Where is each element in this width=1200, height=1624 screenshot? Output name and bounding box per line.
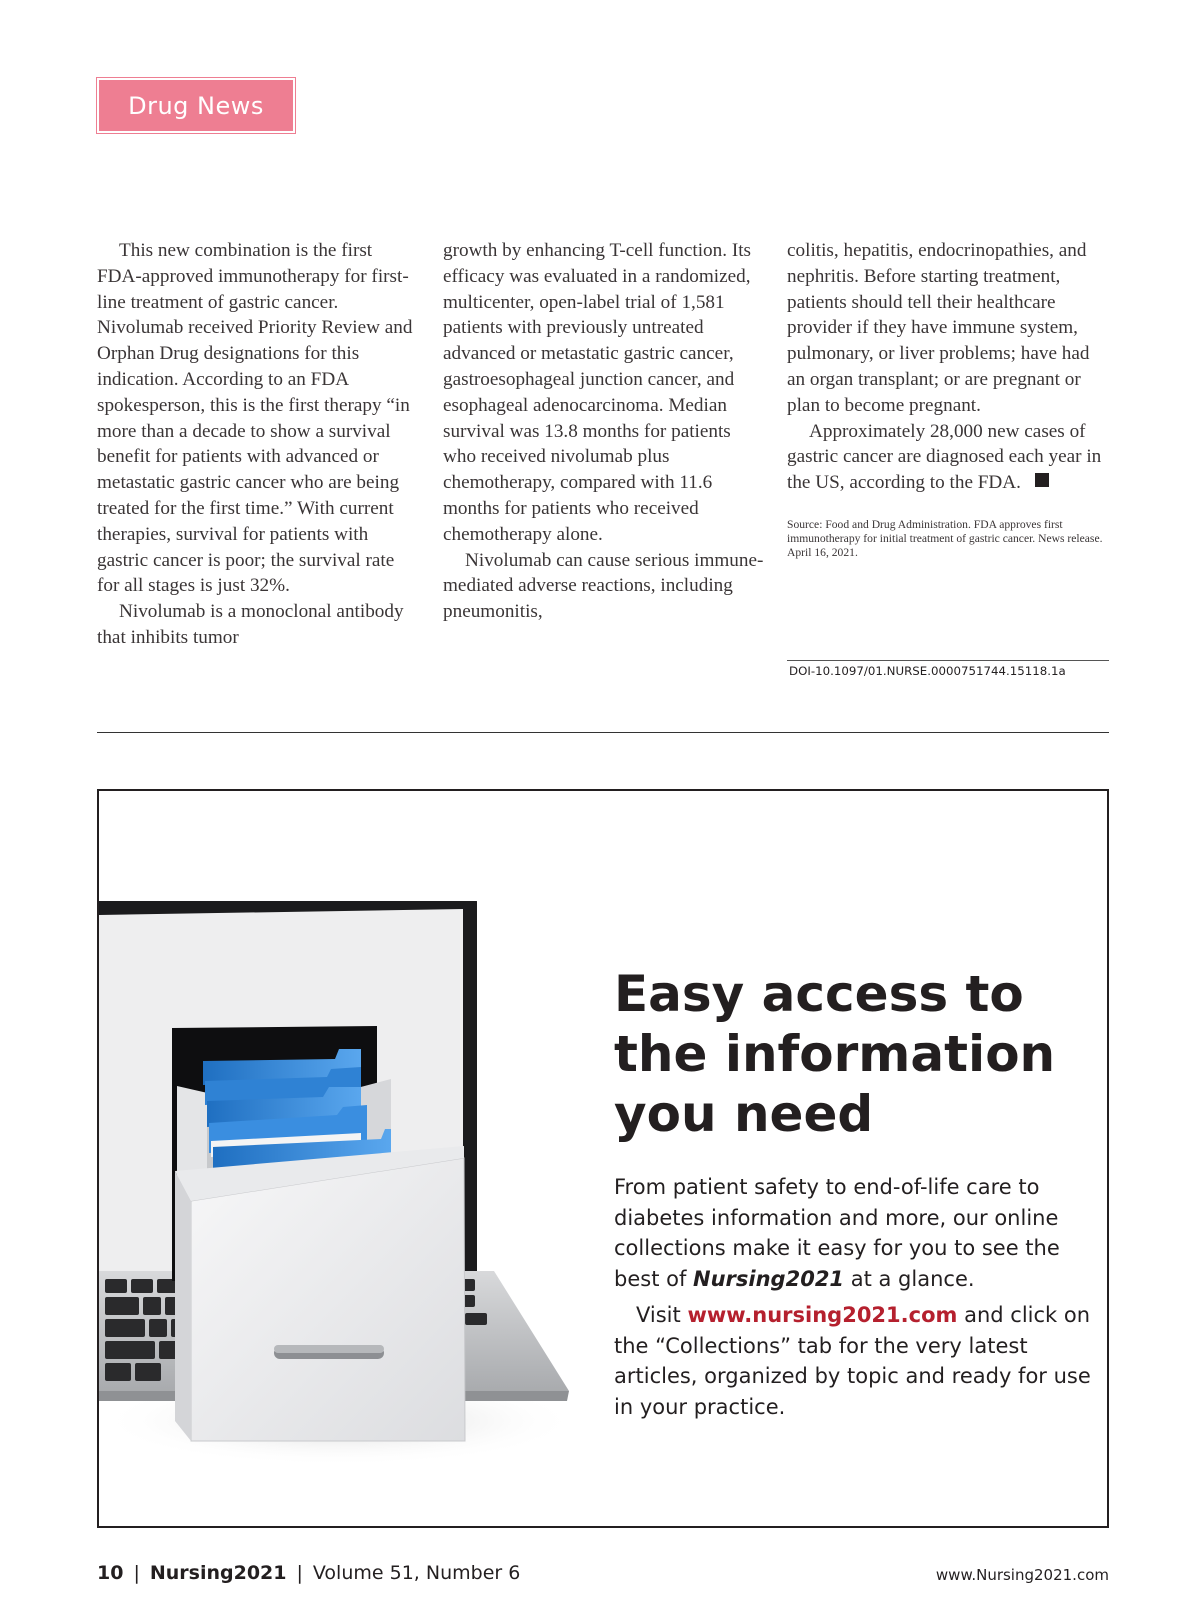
ad-body	[614, 1172, 1094, 1428]
section-tag	[97, 78, 295, 133]
article-paragraph: This new combination is the first FDA-approved immunotherapy for first-line treatment of gastric cancer. Nivolumab received Priority Review and Orphan Drug designations for this indication. According to an FDA spokesperson, this is the first therapy “in more than a decade to show a survival benefit for patients with advanced or metastatic gastric cancer who are being treated for the first time.” With current therapies, survival for patients with gastric cancer is poor; the survival rate for all stages is just 32%.	[97, 240, 413, 597]
ad-paragraph-text: From patient safety to end-of-life care to diabetes information and more, our online collections make it easy for you to see the best of	[614, 1175, 1060, 1291]
section-tag-label: Drug News	[128, 91, 264, 120]
article-column-2	[443, 238, 765, 625]
section-divider	[97, 732, 1109, 733]
ad-headline-line: the information	[614, 1025, 1056, 1083]
page-footer	[97, 1562, 1109, 1592]
footer-separator: |	[133, 1562, 140, 1584]
footer-separator: |	[296, 1562, 303, 1584]
ad-paragraph-text: Visit	[636, 1303, 681, 1327]
ad-paragraph	[614, 1172, 1094, 1294]
doi-text: DOI-10.1097/01.NURSE.0000751744.15118.1a	[789, 664, 1066, 678]
article-column-1	[97, 238, 419, 651]
ad-headline-line: you need	[614, 1085, 874, 1143]
advertisement-box	[97, 789, 1109, 1528]
article-paragraph: growth by enhancing T-cell function. Its efficacy was evaluated in a randomized, multicenter, open-label trial of 1,581 patients with previously untreated advanced or metastatic gastric cancer, gastroesophageal junction cancer, and esophageal adenocarcinoma. Median survival was 13.8 months for patients who received nivolumab plus chemotherapy, compared with 11.6 months for patients who received chemotherapy alone.	[443, 240, 752, 545]
ad-paragraph	[614, 1300, 1094, 1422]
magazine-name: Nursing2021	[693, 1266, 845, 1291]
article-paragraph-text: Approximately 28,000 new cases of gastric cancer are diagnosed each year in the US, according to the FDA.	[787, 420, 1102, 494]
article-paragraph: Nivolumab is a monoclonal antibody that inhibits tumor	[97, 601, 404, 648]
source-citation: Source: Food and Drug Administration. FDA approves first immunotherapy for initial treatment of gastric cancer. News release. April 16, 2021.	[787, 517, 1103, 560]
article-paragraph: colitis, hepatitis, endocrinopathies, and nephritis. Before starting treatment, patients should tell their healthcare provider if they have immune system, pulmonary, or liver problems; have had an organ transplant; or are pregnant or plan to become pregnant.	[787, 240, 1090, 416]
page-number: 10	[97, 1562, 124, 1584]
article-paragraph: Nivolumab can cause serious immune-mediated adverse reactions, including pneumonitis,	[443, 549, 764, 623]
end-of-article-mark	[1035, 473, 1049, 487]
ad-headline-line: Easy access to	[614, 965, 1024, 1023]
ad-paragraph-text: at a glance.	[850, 1266, 975, 1291]
laptop-file-drawer-illustration	[99, 901, 579, 1506]
article-paragraph	[787, 419, 1109, 496]
ad-headline	[614, 964, 1084, 1144]
footer-folio	[97, 1562, 520, 1584]
article-column-3	[787, 238, 1109, 561]
footer-website[interactable]: www.Nursing2021.com	[935, 1566, 1109, 1584]
ad-paragraph-text: and click on the “Collections” tab for the very latest articles, organized by topic and ready for use in your practice.	[614, 1303, 1091, 1419]
footer-magazine: Nursing2021	[149, 1562, 287, 1584]
footer-issue: Volume 51, Number 6	[312, 1562, 521, 1584]
website-link[interactable]: www.nursing2021.com	[687, 1303, 958, 1327]
doi-rule	[787, 660, 1109, 661]
